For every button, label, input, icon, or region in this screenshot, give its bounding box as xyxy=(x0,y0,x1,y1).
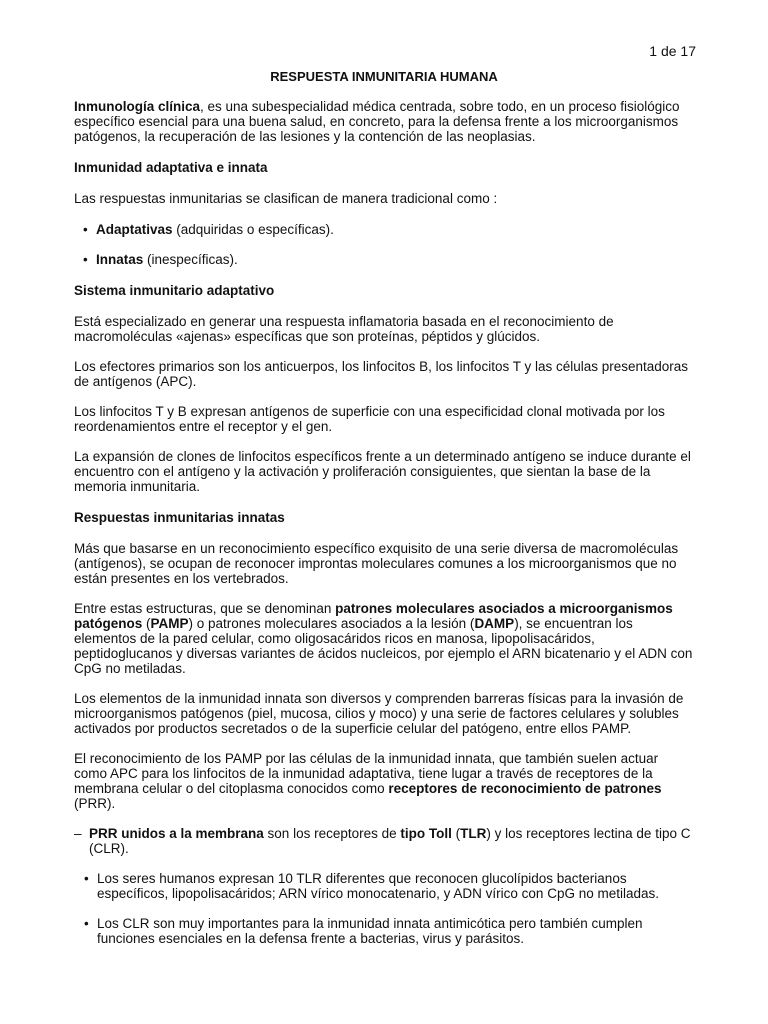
damp-abbr: DAMP xyxy=(474,616,515,631)
document-title: RESPUESTA INMUNITARIA HUMANA xyxy=(270,69,498,84)
bullet-innate-term: Innatas xyxy=(96,252,144,267)
intro-text: , es una subespecialidad médica centrada, sobre todo, en un proceso fisiológico específico esencial para una buena salud, en concreto, para la defensa frente a los microorganismos patógenos, la recuperación de las lesiones y la contención de las neoplasias. xyxy=(74,99,680,144)
text-run: ) o patrones moleculares asociados a la lesión ( xyxy=(188,616,475,631)
bullet-dot: • xyxy=(83,252,88,267)
classification-paragraph: Las respuestas inmunitarias se clasifican de manera tradicional como : xyxy=(74,191,498,206)
innate-paragraph-1: Más que basarse en un reconocimiento específico exquisito de una serie diversa de macromoléculas (antígenos), se ocupan de reconocer improntas moleculares comunes a los microorganismos que no están presentes en los vertebrados. xyxy=(74,541,679,586)
text-run: ( xyxy=(451,826,461,841)
text-run: ), se encuentran los elementos de la pared celular, como oligosacáridos ricos en manosa, lipopolisacáridos, peptidoglucanos y diversas variantes de ácidos nucleicos, por ejemplo el ARN bicatenario y el ADN con CpG no metiladas. xyxy=(74,616,693,676)
page-number: 1 de 17 xyxy=(649,43,696,59)
toll-term: tipo Toll xyxy=(400,826,452,841)
sub-bullet-tlr xyxy=(74,871,694,901)
bullet-dot: • xyxy=(84,871,89,886)
innate-paragraph-3: Los elementos de la inmunidad innata son diversos y comprenden barreras físicas para la invasión de microorganismos patógenos (piel, mucosa, cilios y moco) y una serie de factores celulares y solubles activados por productos secretados o de la superficie celular del patógeno, entre ellos PAMP. xyxy=(74,691,684,736)
adaptive-paragraph-3: Los linfocitos T y B expresan antígenos de superficie con una especificidad clonal motivada por los reordenamientos entre el receptor y el gen. xyxy=(74,404,665,434)
bullet-adaptive-term: Adaptativas xyxy=(96,222,173,237)
heading-innate-responses: Respuestas inmunitarias innatas xyxy=(74,510,285,525)
pamp-abbr: PAMP xyxy=(150,616,189,631)
bullet-dot: • xyxy=(84,916,89,931)
sub-bullet-clr-text: Los CLR son muy importantes para la inmunidad innata antimicótica pero también cumplen funciones esenciales en la defensa frente a bacterias, virus y parásitos. xyxy=(97,916,643,946)
intro-term: Inmunología clínica xyxy=(74,99,201,114)
bullet-adaptive-text: (adquiridas o específicas). xyxy=(172,222,334,237)
intro-paragraph xyxy=(74,99,694,144)
sub-bullet-tlr-text: Los seres humanos expresan 10 TLR diferentes que reconocen glucolípidos bacterianos específicos, lipopolisacáridos; ARN vírico monocatenario, y ADN vírico con CpG no metiladas. xyxy=(97,871,659,901)
text-run: son los receptores de xyxy=(263,826,401,841)
dash-marker: – xyxy=(74,826,82,841)
dash-item-membrane-prr xyxy=(74,826,694,856)
membrane-prr-term: PRR unidos a la membrana xyxy=(89,826,264,841)
pamp-term: patrones moleculares asociados a microorganismos patógenos xyxy=(74,601,673,631)
bullet-innate-text: (inespecíficas). xyxy=(143,252,238,267)
text-run: Entre estas estructuras, que se denominan xyxy=(74,601,336,616)
heading-adaptive-innate: Inmunidad adaptativa e innata xyxy=(74,160,268,175)
bullet-dot: • xyxy=(83,222,88,237)
prr-term: receptores de reconocimiento de patrones xyxy=(388,781,662,796)
heading-adaptive-system: Sistema inmunitario adaptativo xyxy=(74,283,275,298)
sub-bullet-clr xyxy=(74,916,694,946)
bullet-adaptive xyxy=(74,222,694,237)
innate-paragraph-4 xyxy=(74,751,694,811)
text-run: (PRR). xyxy=(74,796,116,811)
text-run: ) y los receptores lectina de tipo C (CLR). xyxy=(89,826,691,856)
text-run: El reconocimiento de los PAMP por las células de la inmunidad innata, que también suelen actuar como APC para los linfocitos de la inmunidad adaptativa, tiene lugar a través de receptores de la membrana celular o del citoplasma conocidos como xyxy=(74,751,659,796)
innate-paragraph-2 xyxy=(74,601,694,676)
bullet-innate xyxy=(74,252,694,267)
adaptive-paragraph-1: Está especializado en generar una respuesta inflamatoria basada en el reconocimiento de macromoléculas «ajenas» específicas que son proteínas, péptidos y glúcidos. xyxy=(74,314,614,344)
adaptive-paragraph-4: La expansión de clones de linfocitos específicos frente a un determinado antígeno se induce durante el encuentro con el antígeno y la activación y proliferación consiguientes, que sientan la base de la memoria inmunitaria. xyxy=(74,449,691,494)
tlr-abbr: TLR xyxy=(460,826,487,841)
text-run: ( xyxy=(142,616,151,631)
adaptive-paragraph-2: Los efectores primarios son los anticuerpos, los linfocitos B, los linfocitos T y las células presentadoras de antígenos (APC). xyxy=(74,359,689,389)
